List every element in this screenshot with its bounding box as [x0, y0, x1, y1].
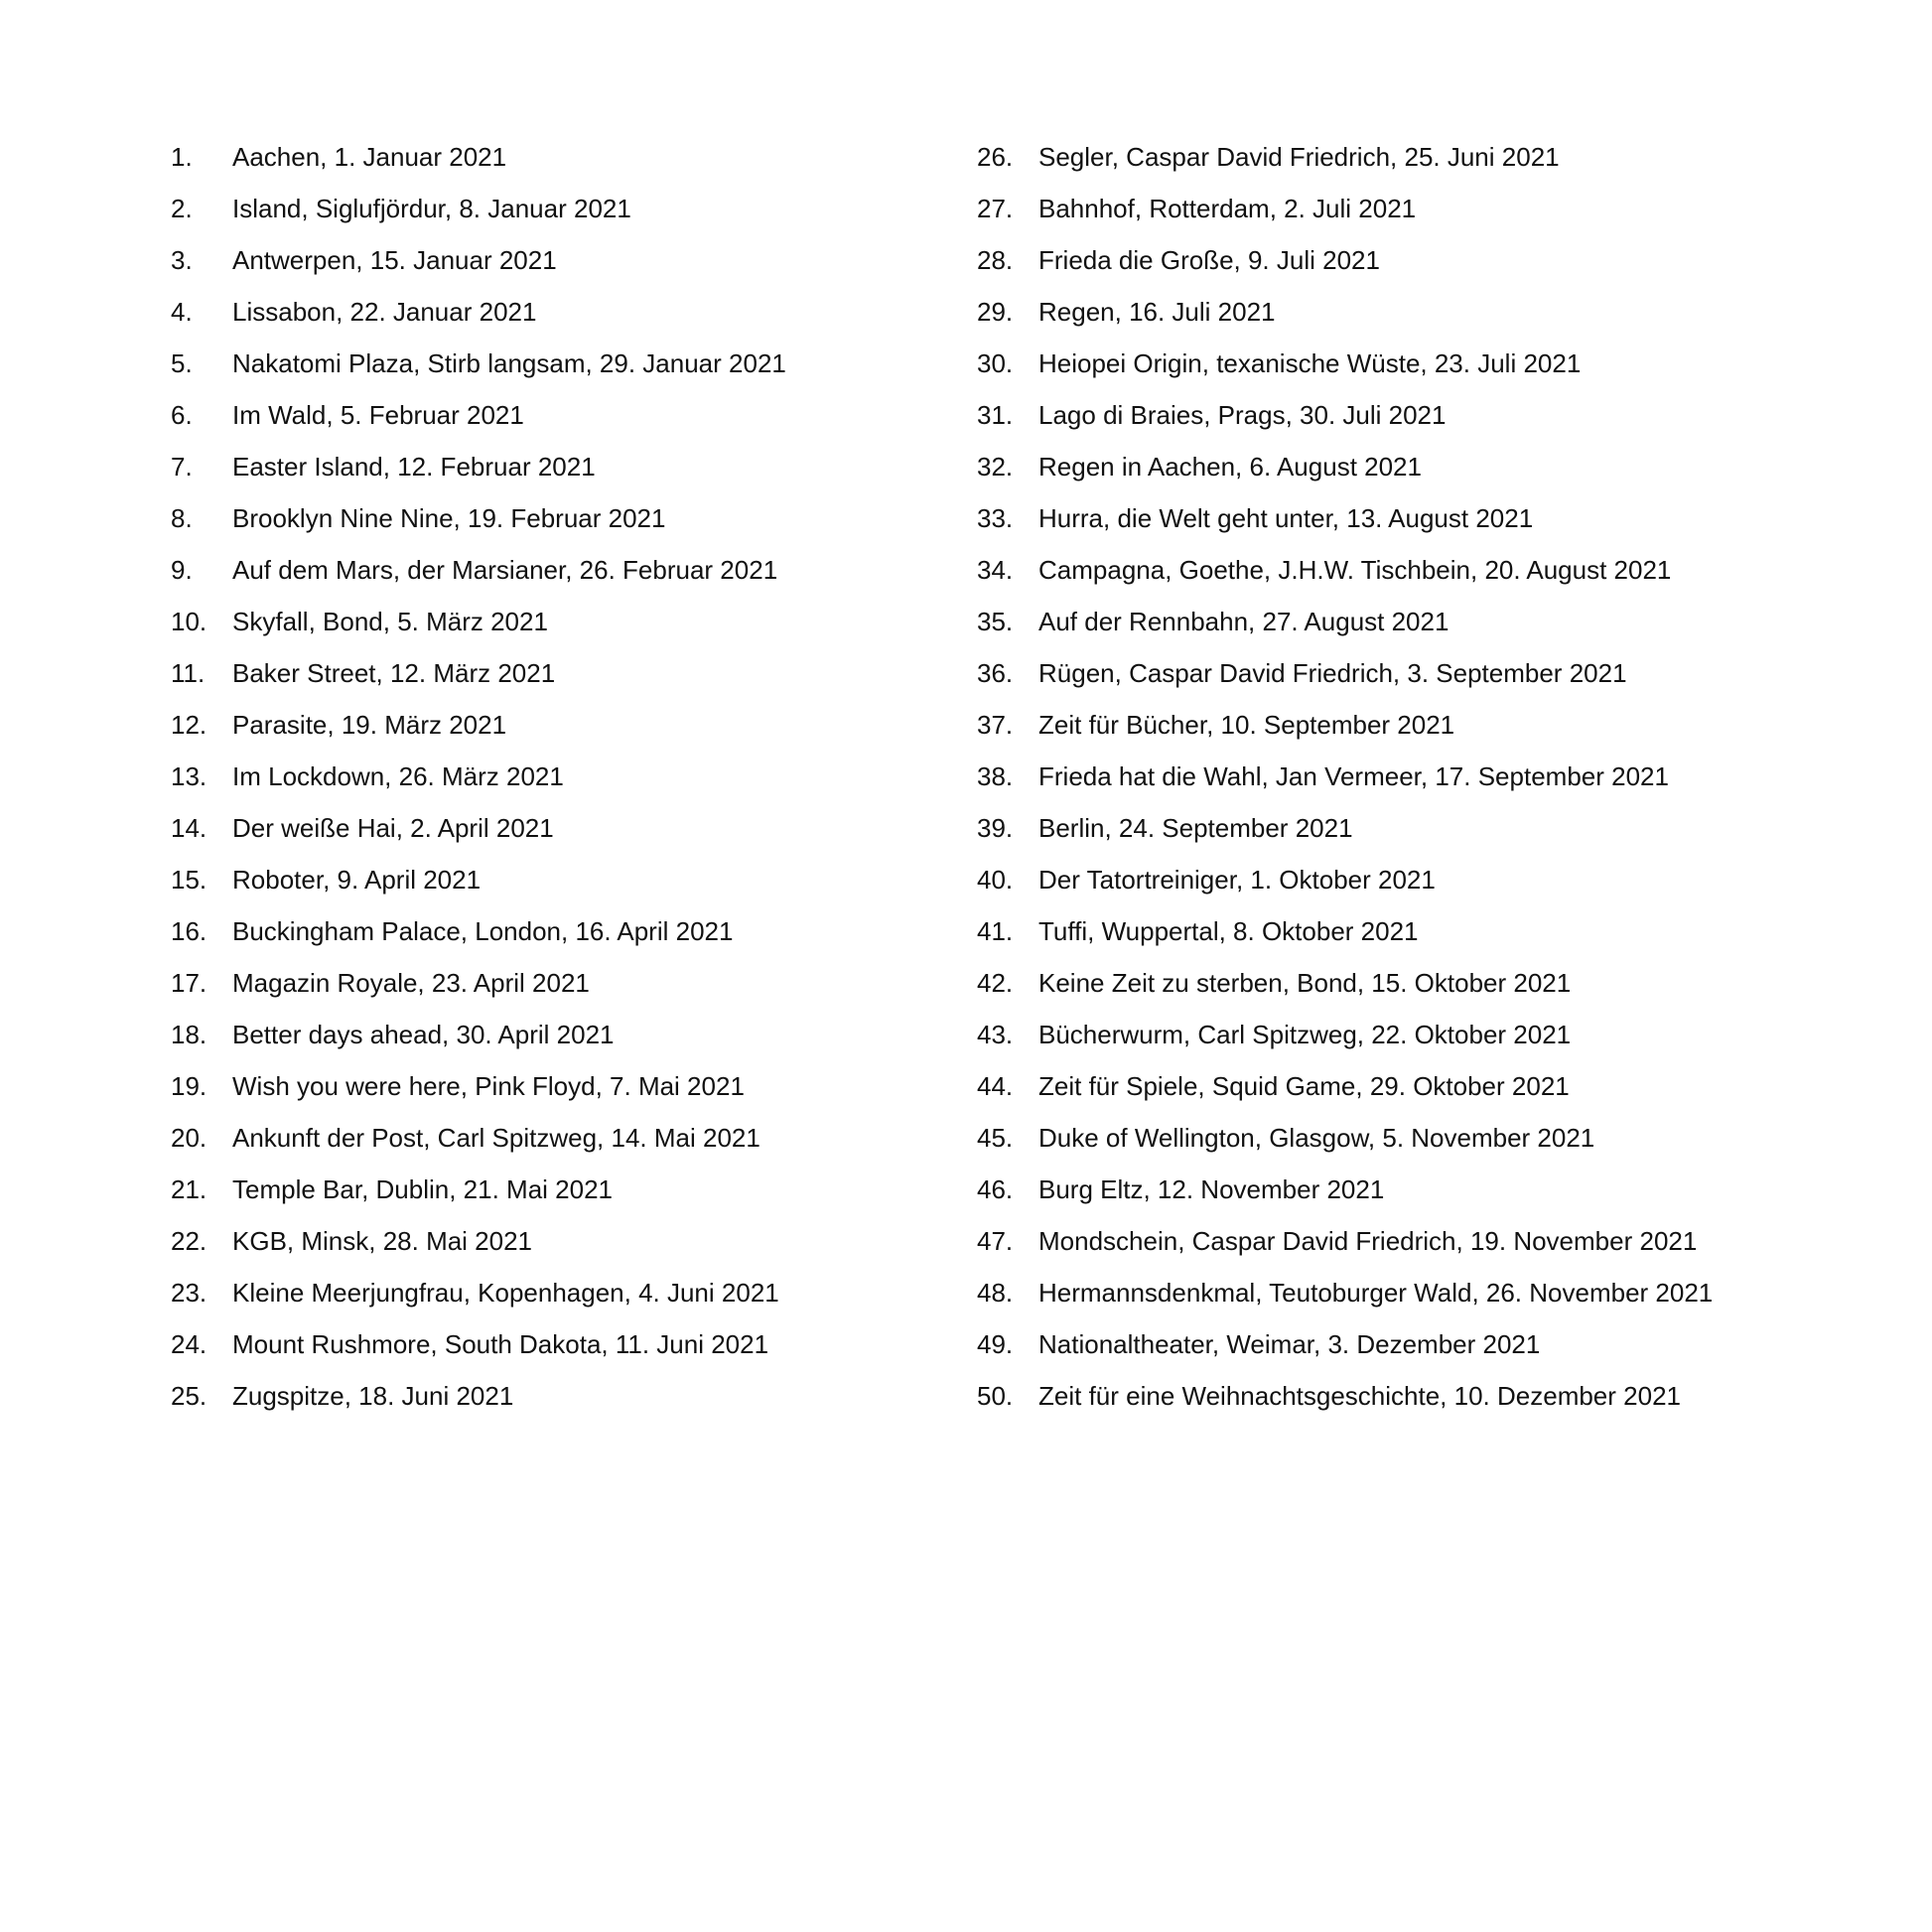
entry-number: 31. [977, 400, 1014, 430]
entry-title: Zeit für Spiele, Squid Game, 29. Oktober 2021 [1038, 1071, 1570, 1101]
list-item [977, 1324, 1870, 1376]
entry-title: Segler, Caspar David Friedrich, 25. Juni 2021 [1038, 142, 1560, 172]
entry-title: Keine Zeit zu sterben, Bond, 15. Oktober 2021 [1038, 968, 1572, 998]
entry-title: Better days ahead, 30. April 2021 [232, 1020, 615, 1049]
list-item [977, 757, 1870, 808]
list-item [977, 395, 1870, 447]
entry-title: Magazin Royale, 23. April 2021 [232, 968, 590, 998]
entry-number: 22. [171, 1226, 207, 1256]
list-item [171, 550, 945, 602]
list-item [171, 1015, 945, 1066]
list-item [977, 344, 1870, 395]
list-item [977, 137, 1870, 189]
entry-number: 14. [171, 813, 207, 843]
entry-number: 36. [977, 658, 1014, 688]
entry-number: 28. [977, 245, 1014, 275]
list-item [977, 860, 1870, 911]
entry-number: 2. [171, 194, 193, 223]
list-item [977, 963, 1870, 1015]
entry-title: Auf der Rennbahn, 27. August 2021 [1038, 607, 1449, 636]
entry-title: Island, Siglufjördur, 8. Januar 2021 [232, 194, 631, 223]
list-item [171, 911, 945, 963]
list-item [977, 1221, 1870, 1273]
entry-title: Der weiße Hai, 2. April 2021 [232, 813, 554, 843]
entry-number: 43. [977, 1020, 1014, 1049]
entry-title: Regen in Aachen, 6. August 2021 [1038, 452, 1422, 482]
list-item [171, 808, 945, 860]
list-item [977, 1015, 1870, 1066]
entry-number: 11. [171, 658, 206, 688]
list-item [171, 1376, 945, 1428]
list-item [977, 240, 1870, 292]
entry-title: Regen, 16. Juli 2021 [1038, 297, 1276, 327]
list-item [171, 344, 945, 395]
entry-number: 15. [171, 865, 207, 895]
list-item [977, 498, 1870, 550]
entry-list-right [977, 137, 1870, 1428]
list-item [171, 653, 945, 705]
list-item [977, 705, 1870, 757]
entry-number: 4. [171, 297, 193, 327]
entry-title: Hermannsdenkmal, Teutoburger Wald, 26. November 2021 [1038, 1278, 1714, 1308]
entry-title: Frieda hat die Wahl, Jan Vermeer, 17. September 2021 [1038, 761, 1669, 791]
list-item [171, 240, 945, 292]
entry-number: 8. [171, 503, 193, 533]
entry-number: 44. [977, 1071, 1014, 1101]
entry-number: 42. [977, 968, 1014, 998]
entry-number: 29. [977, 297, 1014, 327]
entry-number: 20. [171, 1123, 207, 1153]
entry-title: Tuffi, Wuppertal, 8. Oktober 2021 [1038, 916, 1419, 946]
entry-number: 1. [171, 142, 193, 172]
entry-title: Zeit für Bücher, 10. September 2021 [1038, 710, 1455, 740]
entry-number: 10. [171, 607, 207, 636]
entry-number: 13. [171, 761, 207, 791]
entry-number: 16. [171, 916, 207, 946]
entry-title: Baker Street, 12. März 2021 [232, 658, 556, 688]
list-item [171, 292, 945, 344]
entry-title: Bücherwurm, Carl Spitzweg, 22. Oktober 2021 [1038, 1020, 1572, 1049]
entry-title: Kleine Meerjungfrau, Kopenhagen, 4. Juni 2021 [232, 1278, 779, 1308]
entry-number: 33. [977, 503, 1014, 533]
entry-list-left [171, 137, 945, 1428]
entry-title: Im Lockdown, 26. März 2021 [232, 761, 564, 791]
entry-number: 50. [977, 1381, 1014, 1411]
list-item [977, 447, 1870, 498]
entry-number: 49. [977, 1329, 1014, 1359]
entry-title: Brooklyn Nine Nine, 19. Februar 2021 [232, 503, 666, 533]
entry-number: 32. [977, 452, 1014, 482]
entry-title: Campagna, Goethe, J.H.W. Tischbein, 20. August 2021 [1038, 555, 1672, 585]
entry-title: Wish you were here, Pink Floyd, 7. Mai 2021 [232, 1071, 745, 1101]
list-item [171, 963, 945, 1015]
entry-number: 5. [171, 348, 193, 378]
list-item [171, 1066, 945, 1118]
list-item [977, 550, 1870, 602]
entry-number: 25. [171, 1381, 207, 1411]
entry-title: Aachen, 1. Januar 2021 [232, 142, 507, 172]
entry-number: 40. [977, 865, 1014, 895]
list-item [171, 1273, 945, 1324]
entry-title: Nakatomi Plaza, Stirb langsam, 29. Januar 2021 [232, 348, 786, 378]
entry-title: Hurra, die Welt geht unter, 13. August 2021 [1038, 503, 1534, 533]
entry-number: 35. [977, 607, 1014, 636]
list-item [977, 1273, 1870, 1324]
entry-title: Antwerpen, 15. Januar 2021 [232, 245, 557, 275]
entry-title: Zeit für eine Weihnachtsgeschichte, 10. Dezember 2021 [1038, 1381, 1681, 1411]
list-item [171, 498, 945, 550]
entry-title: KGB, Minsk, 28. Mai 2021 [232, 1226, 533, 1256]
entry-number: 39. [977, 813, 1014, 843]
list-item [171, 1221, 945, 1273]
entry-title: Heiopei Origin, texanische Wüste, 23. Juli 2021 [1038, 348, 1582, 378]
entry-number: 12. [171, 710, 207, 740]
entry-title: Duke of Wellington, Glasgow, 5. November 2021 [1038, 1123, 1595, 1153]
entry-title: Im Wald, 5. Februar 2021 [232, 400, 524, 430]
entry-title: Mondschein, Caspar David Friedrich, 19. November 2021 [1038, 1226, 1698, 1256]
list-item [977, 292, 1870, 344]
entry-title: Auf dem Mars, der Marsianer, 26. Februar 2021 [232, 555, 778, 585]
entry-title: Frieda die Große, 9. Juli 2021 [1038, 245, 1380, 275]
entry-number: 48. [977, 1278, 1014, 1308]
entry-number: 37. [977, 710, 1014, 740]
entry-number: 21. [171, 1174, 207, 1204]
entry-number: 17. [171, 968, 207, 998]
entry-number: 46. [977, 1174, 1014, 1204]
list-item [977, 911, 1870, 963]
entry-number: 3. [171, 245, 193, 275]
entry-number: 38. [977, 761, 1014, 791]
entry-number: 18. [171, 1020, 207, 1049]
list-item [171, 189, 945, 240]
entry-number: 34. [977, 555, 1014, 585]
entry-title: Lago di Braies, Prags, 30. Juli 2021 [1038, 400, 1447, 430]
list-item [171, 447, 945, 498]
list-item [977, 808, 1870, 860]
entry-title: Bahnhof, Rotterdam, 2. Juli 2021 [1038, 194, 1417, 223]
entry-number: 27. [977, 194, 1014, 223]
entry-number: 6. [171, 400, 193, 430]
entry-number: 26. [977, 142, 1014, 172]
entry-title: Roboter, 9. April 2021 [232, 865, 482, 895]
entry-title: Buckingham Palace, London, 16. April 2021 [232, 916, 734, 946]
entry-number: 41. [977, 916, 1014, 946]
list-item [171, 757, 945, 808]
entry-number: 19. [171, 1071, 207, 1101]
entry-title: Der Tatortreiniger, 1. Oktober 2021 [1038, 865, 1436, 895]
list-item [171, 395, 945, 447]
entry-number: 47. [977, 1226, 1014, 1256]
list-item [977, 189, 1870, 240]
entry-number: 9. [171, 555, 193, 585]
entry-title: Berlin, 24. September 2021 [1038, 813, 1353, 843]
entry-number: 23. [171, 1278, 207, 1308]
entry-title: Temple Bar, Dublin, 21. Mai 2021 [232, 1174, 613, 1204]
entry-number: 30. [977, 348, 1014, 378]
list-item [171, 1118, 945, 1170]
list-item [171, 602, 945, 653]
entry-title: Easter Island, 12. Februar 2021 [232, 452, 596, 482]
list-item [171, 1324, 945, 1376]
entry-title: Parasite, 19. März 2021 [232, 710, 507, 740]
entry-title: Skyfall, Bond, 5. März 2021 [232, 607, 548, 636]
list-item [977, 1066, 1870, 1118]
entry-number: 45. [977, 1123, 1014, 1153]
entry-title: Lissabon, 22. Januar 2021 [232, 297, 537, 327]
list-item [977, 1118, 1870, 1170]
list-item [977, 602, 1870, 653]
entry-title: Ankunft der Post, Carl Spitzweg, 14. Mai 2021 [232, 1123, 760, 1153]
entry-title: Burg Eltz, 12. November 2021 [1038, 1174, 1385, 1204]
list-item [977, 653, 1870, 705]
entry-title: Mount Rushmore, South Dakota, 11. Juni 2021 [232, 1329, 769, 1359]
list-item [171, 1170, 945, 1221]
list-item [977, 1376, 1870, 1428]
list-item [171, 705, 945, 757]
list-item [171, 860, 945, 911]
entry-title: Zugspitze, 18. Juni 2021 [232, 1381, 514, 1411]
entry-number: 24. [171, 1329, 207, 1359]
entry-title: Rügen, Caspar David Friedrich, 3. September 2021 [1038, 658, 1627, 688]
entry-title: Nationaltheater, Weimar, 3. Dezember 2021 [1038, 1329, 1541, 1359]
list-item [977, 1170, 1870, 1221]
list-item [171, 137, 945, 189]
entry-number: 7. [171, 452, 193, 482]
